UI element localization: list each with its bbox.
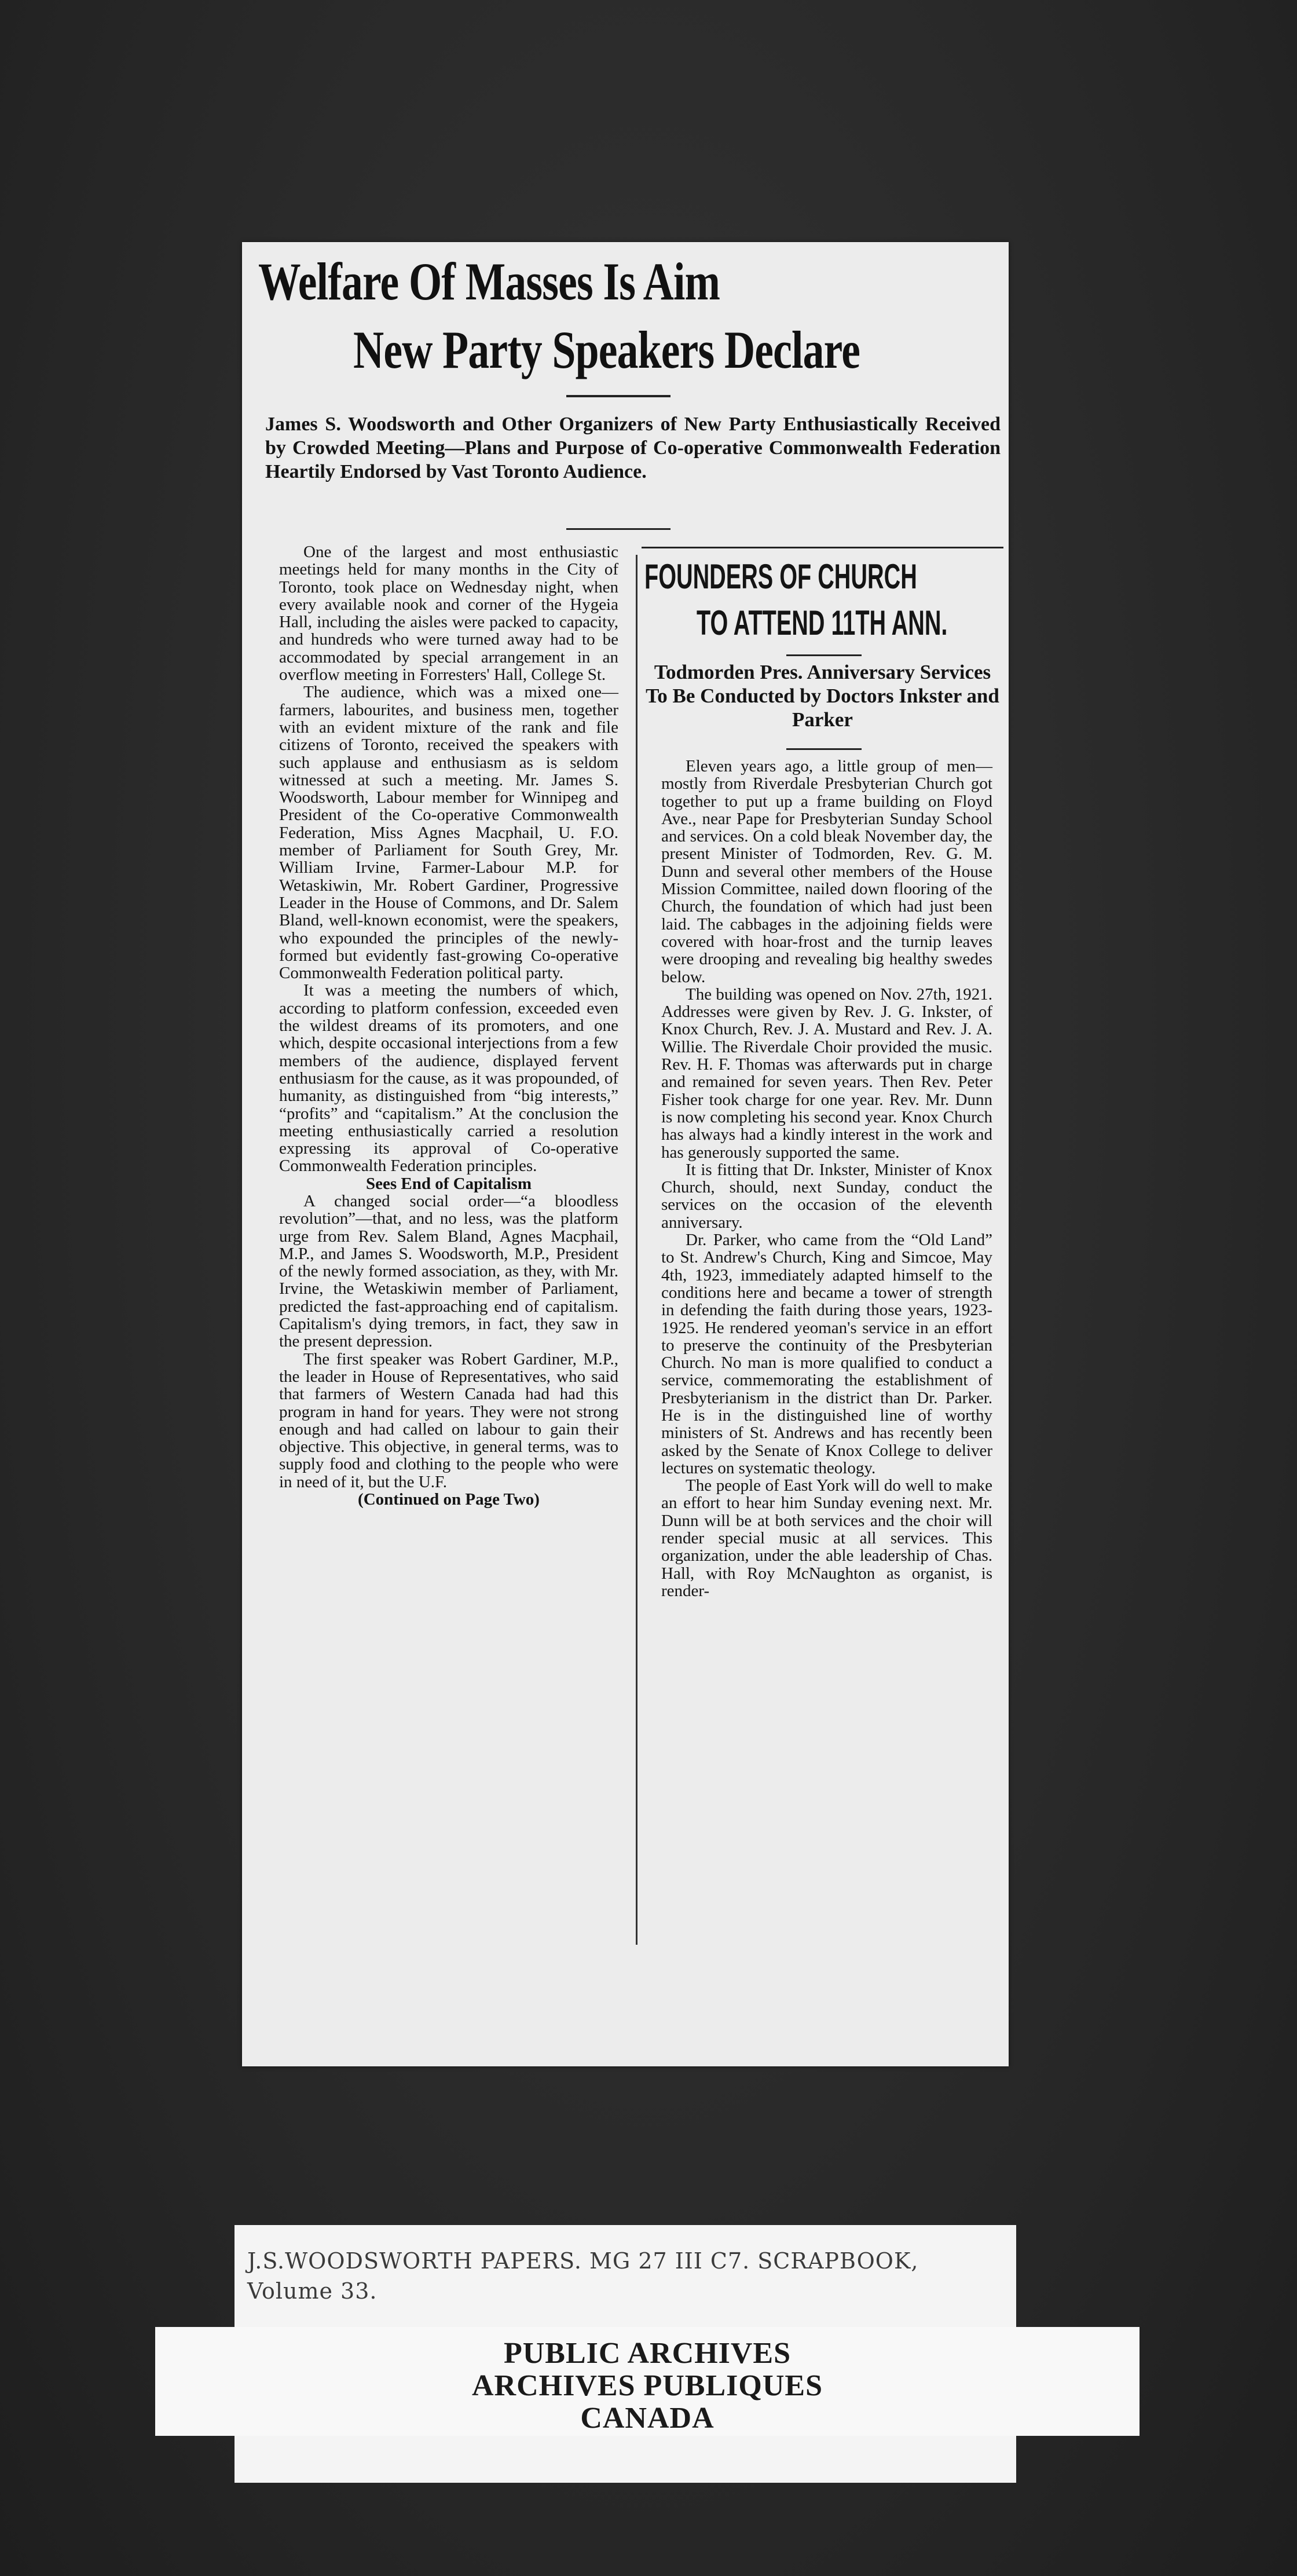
column-top-rule (642, 547, 1003, 548)
church-article-column (661, 758, 992, 1600)
church-deck: Todmorden Pres. Anniversary Services To Be Conducted by Doctors Inkster and Parker (646, 661, 999, 731)
stamp-line-3: CANADA (580, 2402, 715, 2435)
church-paragraph: It is fitting that Dr. Inkster, Minister of Knox Church, should, next Sunday, conduct the services on the occasion of the eleventh anniversary. (661, 1160, 992, 1232)
article-deck: James S. Woodsworth and Other Organizers of New Party Enthusiastically Received by Crowded Meeting—Plans and Purpose of Co-operative Commonwealth Federation Heartily Endorsed by Vast Toronto Audience. (265, 414, 1001, 482)
church-headline-line-2: TO ATTEND 11TH ANN. (697, 603, 948, 642)
article-paragraph: The audience, which was a mixed one—farmers, labourites, and business men, together with an evident mixture of the rank and file citizens of Toronto, received the speakers with such applause and enthusiasm as is seldom witnessed at such a meeting. Mr. James S. Woodsworth, Labour member for Winnipeg and President of the Co-operative Commonwealth Federation, Miss Agnes Macphail, U. F.O. member of Parliament for South Grey, Mr. William Irvine, Farmer-Labour M.P. for Wetaskiwin, Mr. Robert Gardiner, Progressive Leader in the House of Commons, and Dr. Salem Bland, well-known economist, were the speakers, who expounded the principles of the newly-formed but evidently fast-growing Co-operative Commonwealth Federation political party. (279, 683, 618, 983)
church-deck-rule (786, 748, 862, 750)
headline-rule (566, 395, 671, 397)
article-subhead: Sees End of Capitalism (365, 1174, 532, 1193)
headline-line-2: New Party Speakers Declare (353, 320, 860, 379)
column-divider (636, 555, 637, 1945)
continued-note: (Continued on Page Two) (358, 1490, 540, 1509)
main-article-column (279, 543, 618, 1508)
church-paragraph: Dr. Parker, who came from the “Old Land” to St. Andrew's Church, King and Simcoe, May 4th, 1923, immediately adapted himself to the conditions here and became a tower of strength in defending the faith during those years, 1923-1925. He rendered yeoman's service in an effort to preserve the continuity of the Presbyterian Church. No man is more qualified to conduct a service, commemorating the establishment of Presbyterianism in the district than Dr. Parker. He is in the distinguished line of worthy ministers of St. Andrews and has recently been asked by the Senate of Knox College to deliver lectures on systematic theology. (661, 1231, 992, 1477)
church-paragraph: The people of East York will do well to make an effort to hear him Sunday evening next. Mr. Dunn will be at both services and the choir will render special music at all services. This organization, under the able leadership of Chas. Hall, with Roy McNaughton as organist, is render- (661, 1476, 992, 1600)
article-paragraph: One of the largest and most enthusiastic meetings held for many months in the City of Toronto, took place on Wednesday night, when every available nook and corner of the Hygeia Hall, including the aisles were packed to capacity, and hundreds who were turned away had to be accommodated by special arrangement in an overflow meeting in Forresters' Hall, College St. (279, 543, 618, 685)
article-paragraph: The first speaker was Robert Gardiner, M.P., the leader in House of Representatives, who said that farmers of Western Canada had had this program in hand for years. They were not strong enough and had called on labour to gain their objective. This objective, in general terms, was to supply food and clothing to the people who were in need of it, but the U.F. (279, 1349, 618, 1491)
church-headline-line-1: FOUNDERS OF CHURCH (644, 557, 917, 596)
archive-reference-text: J.S.WOODSWORTH PAPERS. MG 27 III C7. SCRAPBOOK, Volume 33. (247, 2248, 919, 2304)
stamp-line-2: ARCHIVES PUBLIQUES (471, 2369, 823, 2402)
church-paragraph: The building was opened on Nov. 27th, 1921. Addresses were given by Rev. J. G. Inkster, of Knox Church, Rev. J. A. Mustard and Rev. J. A. Willie. The Riverdale Choir provided the music. Rev. H. F. Thomas was afterwards put in charge and remained for seven years. Then Rev. Peter Fisher took charge for one year. Rev. Mr. Dunn is now completing his second year. Knox Church has always had a kindly interest in the work and has generously supported the same. (661, 985, 992, 1162)
deck-rule (566, 528, 671, 530)
stamp-line-1: PUBLIC ARCHIVES (503, 2337, 792, 2370)
newspaper-clipping (242, 242, 1009, 2066)
church-headline-rule (786, 654, 862, 656)
article-paragraph: It was a meeting the numbers of which, according to platform confession, exceeded even the wildest dreams of its promoters, and one which, despite occasional interjections from a few members of the audience, displayed fervent enthusiasm for the cause, as it was propounded, of humanity, as distinguished from “big interests,” “profits” and “capitalism.” At the conclusion the meeting enthusiastically carried a resolution expressing its approval of Co-operative Commonwealth Federation principles. (279, 981, 618, 1176)
article-paragraph: A changed social order—“a bloodless revolution”—that, and no less, was the platform urge from Rev. Salem Bland, Agnes Macphail, M.P., and James S. Woodsworth, M.P., President of the newly formed association, as they, with Mr. Irvine, the Wetaskiwin member of Parliament, predicted the fast-approaching end of capitalism. Capitalism's dying tremors, in fact, they saw in the present depression. (279, 1191, 618, 1351)
archives-stamp (155, 2327, 1140, 2436)
headline-line-1: Welfare Of Masses Is Aim (258, 252, 720, 311)
church-paragraph: Eleven years ago, a little group of men—mostly from Riverdale Presbyterian Church got together to put up a frame building on Floyd Ave., near Pape for Presbyterian Sunday School and services. On a cold bleak November day, the present Minister of Todmorden, Rev. G. M. Dunn and several other members of the House Mission Committee, nailed down flooring of the Church, the foundation of which had just been laid. The cabbages in the adjoining fields were covered with hoar-frost and the turnip leaves were drooping and revealing big healthy swedes below. (661, 757, 992, 986)
